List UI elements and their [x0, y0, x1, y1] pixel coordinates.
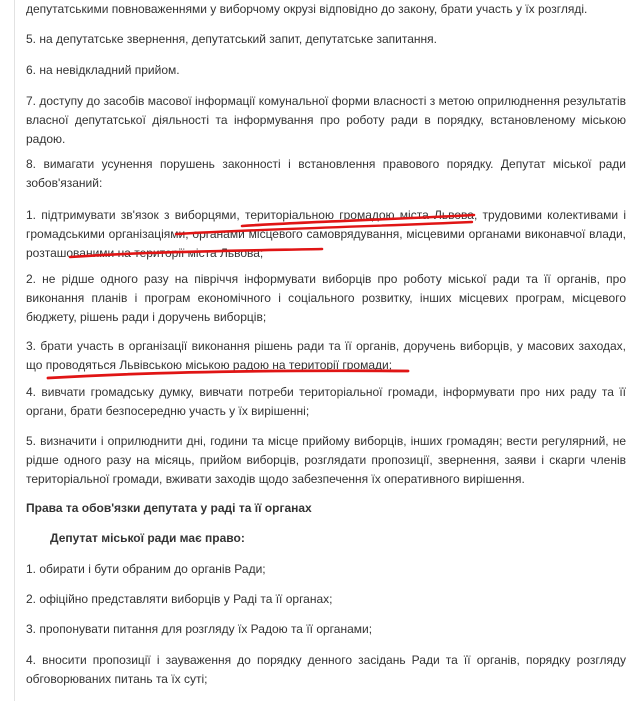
council-right-2: 2. офіційно представляти виборців у Раді та її органах;	[26, 592, 333, 606]
duty-item-3: 3. брати участь в організації виконання рішень ради та її органів, доручень виборців, у масових заходах, що проводяться Львівською міською радою на території громади;	[26, 339, 626, 372]
council-right-3: 3. пропонувати питання для розгляду їх Радою та її органами;	[26, 622, 373, 636]
right-item-6: 6. на невідкладний прийом.	[26, 63, 180, 77]
right-item-8: 8. вимагати усунення порушень законності і встановлення правового порядку. Депутат міської ради зобов'язаний:	[26, 157, 626, 190]
duty-item-4: 4. вивчати громадську думку, вивчати потреби територіальної громади, інформувати про них раду та її органи, брати безпосередню участь у їх вирішенні;	[26, 385, 626, 418]
council-right-1: 1. обирати і бути обраним до органів Ради;	[26, 562, 266, 576]
section-heading: Права та обов'язки депутата у раді та її органах	[26, 501, 312, 515]
section-subheading: Депутат міської ради має право:	[50, 531, 245, 545]
right-item-5: 5. на депутатське звернення, депутатський запит, депутатське запитання.	[26, 32, 437, 46]
council-right-4: 4. вносити пропозиції і зауваження до порядку денного засідань Ради та її органів, порядку розгляду обговорюваних питань та їх суті;	[26, 653, 626, 686]
duty-item-2: 2. не рідше одного разу на півріччя інформувати виборців про роботу міської ради та її органів, про виконання планів і програм економічного і соціального розвитку, інших місцевих програм, місцевого бюджету, рішень ради і доручень виборців;	[26, 272, 626, 324]
right-item-7: 7. доступу до засобів масової інформації комунальної форми власності з метою оприлюднення результатів власної депутатської діяльності та інформування про роботу ради в порядку, встановленому міською радою.	[26, 94, 626, 146]
left-margin-rule	[14, 0, 15, 701]
duty-item-1: 1. підтримувати зв'язок з виборцями, територіальною громадою міста Львова, трудовими колективами і громадськими організаціями, органами місцевого самоврядування, місцевими органами виконавчої влади, розташованими на території міста Львова;	[26, 208, 626, 260]
duty-item-5: 5. визначити і оприлюднити дні, години та місце прийому виборців, інших громадян; вести регулярний, не рідше одного разу на місяць, прийом виборців, розглядати пропозиції, звернення, заяви і скарги членів територіальної громади, вживати заходів щодо забезпечення їх оперативного вирішення.	[26, 434, 626, 486]
intro-tail-paragraph: депутатськими повноваженнями у виборчому окрузі відповідно до закону, брати участь у їх розгляді.	[26, 2, 588, 16]
